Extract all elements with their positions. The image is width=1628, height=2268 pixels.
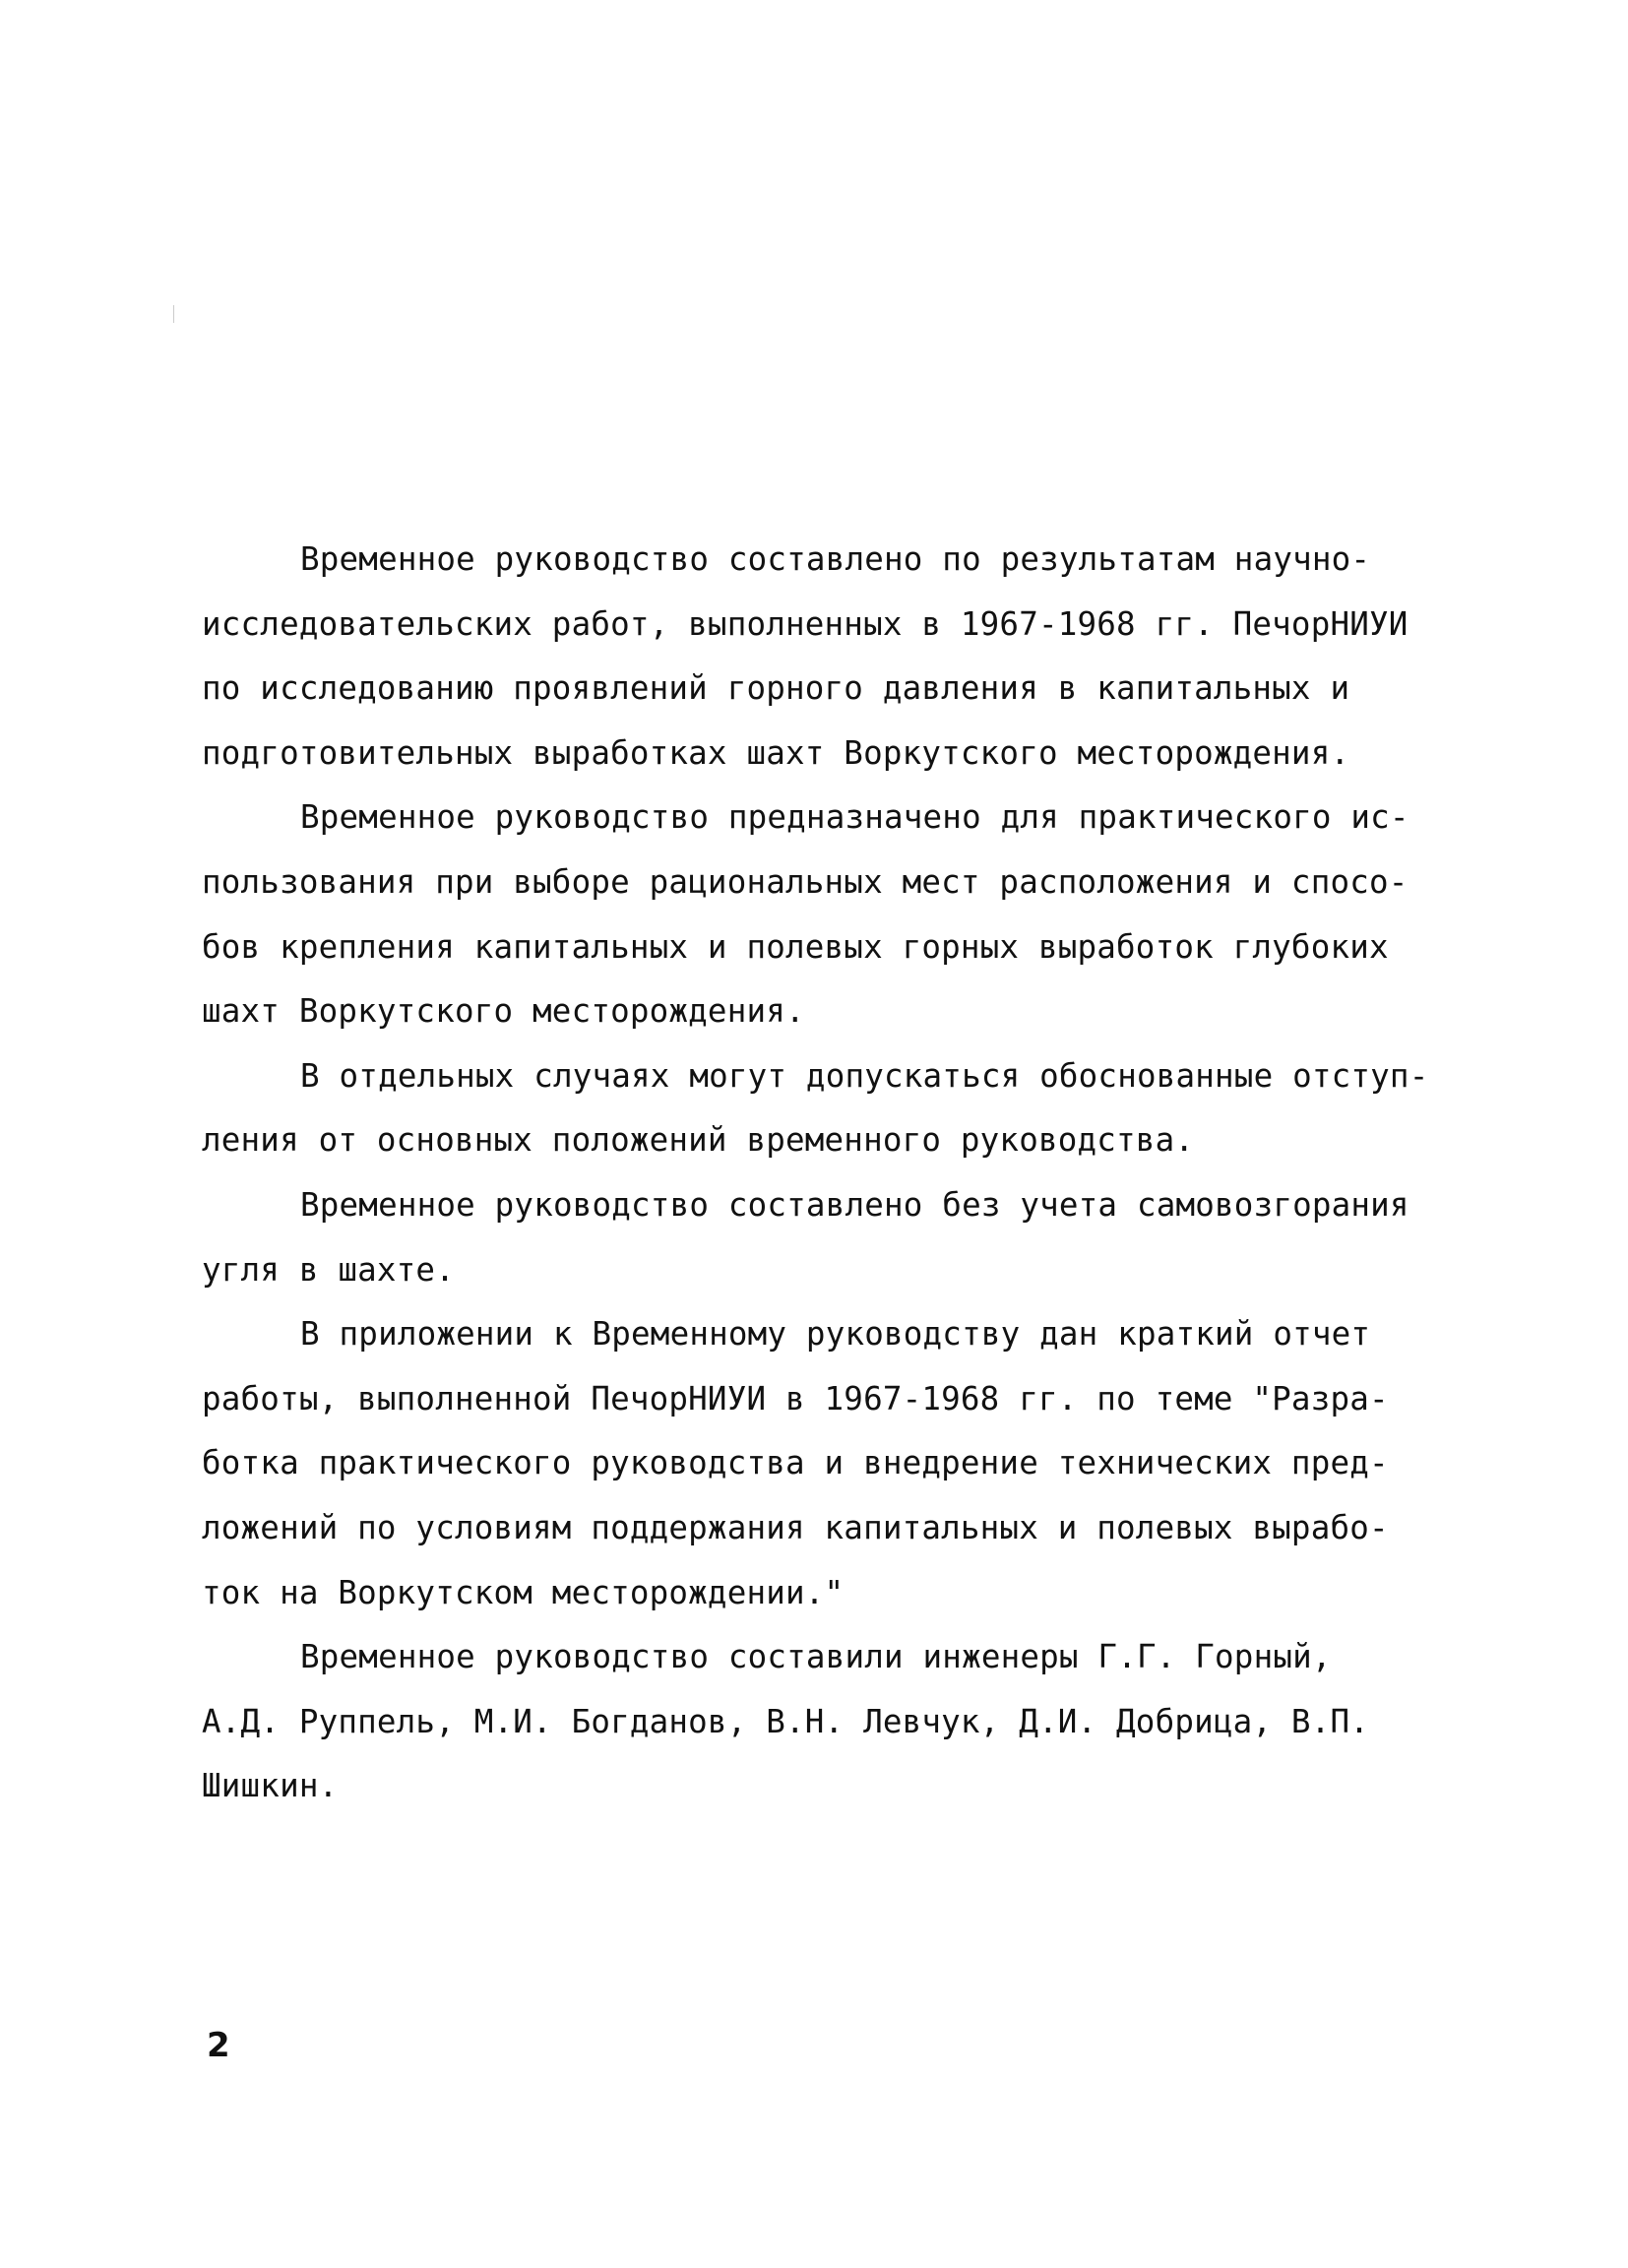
paragraph-1-line-1: Временное руководство составлено по результатам научно- [300, 540, 1371, 578]
paragraph-1-line-3: по исследованию проявлений горного давления в капитальных и [202, 669, 1350, 708]
paragraph-1-line-4: подготовительных выработках шахт Воркутского месторождения. [202, 733, 1350, 772]
paragraph-4-line-1: Временное руководство составлено без учета самовозгорания [300, 1185, 1409, 1224]
paragraph-1-line-2: исследовательских работ, выполненных в 1967-1968 гг. ПечорНИУИ [202, 604, 1409, 643]
paragraph-5-line-2: работы, выполненной ПечорНИУИ в 1967-1968 гг. по теме "Разра- [202, 1379, 1389, 1418]
paragraph-5-line-1: В приложении к Временному руководству дан краткий отчет [300, 1315, 1371, 1354]
paragraph-6-line-2: А.Д. Руппель, М.И. Богданов, В.Н. Левчук, Д.И. Добрица, В.П. [202, 1702, 1369, 1740]
paragraph-6-line-3: Шишкин. [202, 1767, 339, 1805]
body-text [202, 528, 1429, 1819]
paragraph-6-line-1: Временное руководство составили инженеры Г.Г. Горный, [300, 1638, 1332, 1676]
paragraph-3-line-1: В отдельных случаях могут допускаться обоснованные отступ- [300, 1056, 1429, 1095]
scan-artifact [173, 305, 174, 323]
paragraph-3-line-2: ления от основных положений временного руководства. [202, 1121, 1195, 1160]
paragraph-2-line-4: шахт Воркутского месторождения. [202, 992, 805, 1031]
paragraph-2-line-2: пользования при выборе рациональных мест расположения и спосо- [202, 862, 1409, 901]
paragraph-2-line-1: Временное руководство предназначено для практического ис- [300, 798, 1409, 837]
paragraph-5-line-5: ток на Воркутском месторождении." [202, 1573, 845, 1611]
paragraph-4-line-2: угля в шахте. [202, 1250, 455, 1289]
page-number: 2 [207, 2026, 230, 2065]
paragraph-5-line-4: ложений по условиям поддержания капитальных и полевых вырабо- [202, 1508, 1389, 1546]
paragraph-2-line-3: бов крепления капитальных и полевых горных выработок глубоких [202, 927, 1389, 966]
paragraph-5-line-3: ботка практического руководства и внедрение технических пред- [202, 1444, 1389, 1482]
